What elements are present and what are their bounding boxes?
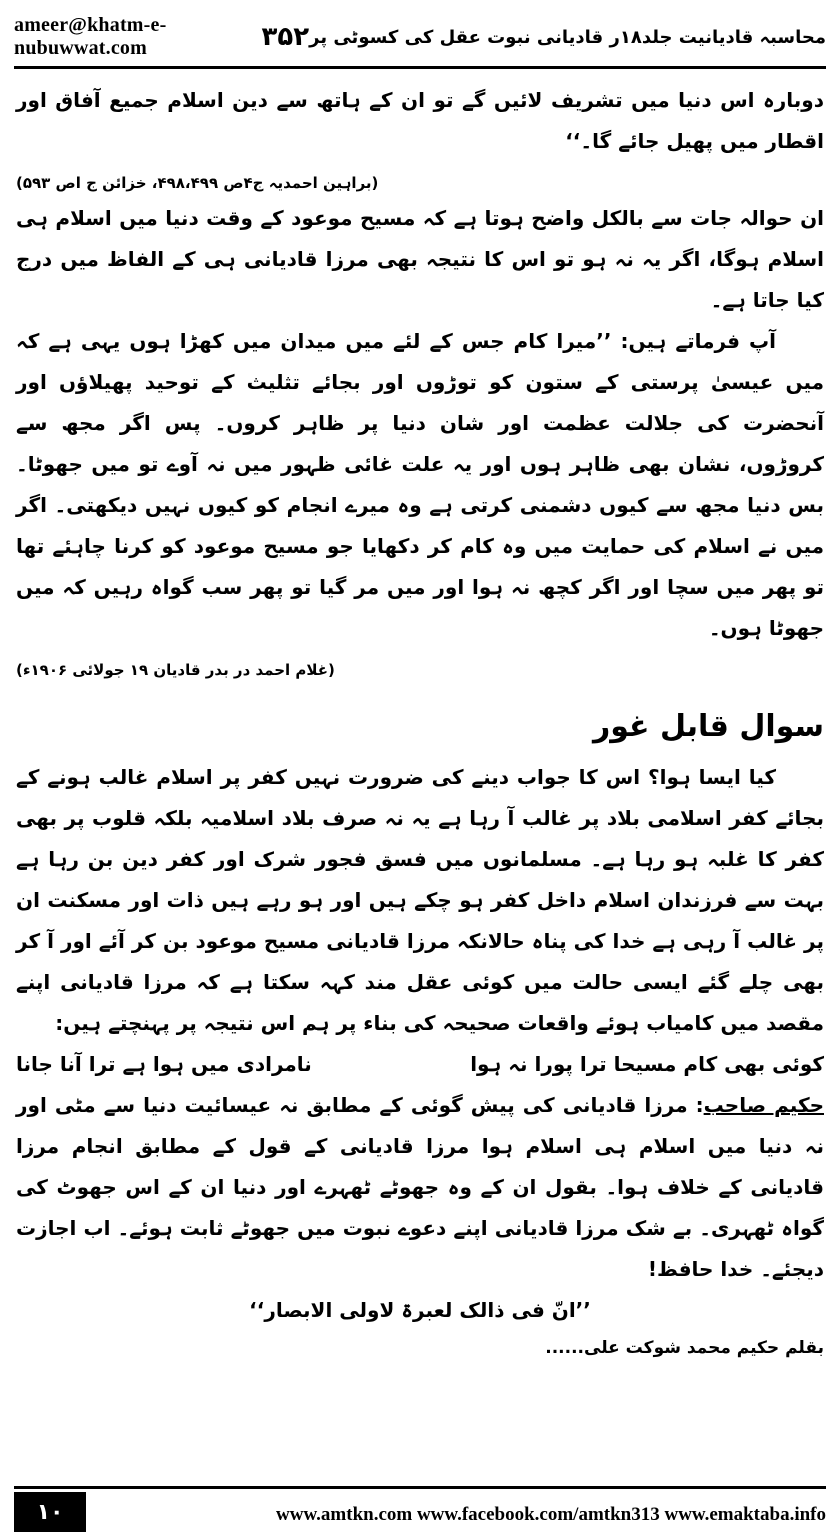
header-divider xyxy=(14,66,826,69)
speaker-label: حکیم صاحب xyxy=(703,1093,824,1117)
header-email: ameer@khatm-e-nubuwwat.com xyxy=(14,14,167,59)
header-title: محاسبہ قادیانیت جلد۱۸ر قادیانی نبوت عقل کی کسوٹی پر xyxy=(309,26,826,48)
poem-first-hemistich: کوئی بھی کام مسیحا ترا پورا نہ ہوا xyxy=(470,1052,824,1076)
page-body xyxy=(16,80,824,1460)
header-page-number: ۳۵۲ xyxy=(261,22,310,52)
reference-2: (غلام احمد در بدر قادیان ۱۹ جولائی ۱۹۰۶ء) xyxy=(16,661,335,679)
poem-second-hemistich: نامرادی میں ہوا ہے ترا آنا جانا xyxy=(16,1052,312,1076)
footer-links: www.amtkn.com www.facebook.com/amtkn313 www.emaktaba.info xyxy=(276,1504,826,1525)
footer-divider xyxy=(14,1486,826,1489)
section-heading: سوال قابل غور xyxy=(592,709,824,744)
author-signature: بقلم حکیم محمد شوکت علی...... xyxy=(545,1338,824,1358)
reference-1: (براہین احمدیہ ج۴ص ۴۹۸،۴۹۹، خزائن ج اص ۵۹۳) xyxy=(16,174,379,192)
poem-couplet xyxy=(16,1044,824,1085)
paragraph-2: ان حوالہ جات سے بالکل واضح ہوتا ہے کہ مسیح موعود کے وقت دنیا میں اسلام ہی اسلام ہوگا، اگر یہ نہ ہو تو اس کا نتیجہ بھی مرزا قادیانی ہی کے الفاظ میں درج کیا جاتا ہے۔ xyxy=(16,206,824,312)
footer-page-number: ۱۰ xyxy=(14,1492,86,1532)
paragraph-5 xyxy=(16,1085,824,1290)
page-header xyxy=(14,14,826,60)
paragraph-4: کیا ایسا ہوا؟ اس کا جواب دینے کی ضرورت نہیں کفر پر اسلام غالب ہونے کے بجائے کفر اسلامی بلاد پر غالب آ رہا ہے یہ نہ صرف بلاد اسلامیہ بلکہ قلوب پر بھی کفر کا غلبہ ہو رہا ہے۔ مسلمانوں میں فسق فجور شرک اور کفر دین بن رہا ہے بہت سے فرزندان اسلام داخل کفر ہو چکے ہیں اور ہو رہے ہیں ذات اور مسکنت ان پر غالب آ رہی ہے خدا کی پناہ حالانکہ مرزا قادیانی مسیح موعود بن کر آئے اور آ کر بھی چلے گئے ایسی حالت میں کوئی عقل مند کہہ سکتا ہے کہ مرزا قادیانی اپنے مقصد میں کامیاب ہوئے واقعات صحیحہ کی بناء پر ہم اس نتیجہ پر پہنچتے ہیں: xyxy=(16,765,824,1035)
paragraph-3: آپ فرماتے ہیں: ’’میرا کام جس کے لئے میں میدان میں کھڑا ہوں یہی ہے کہ میں عیسیٰ پرستی کے ستون کو توڑوں اور بجائے تثلیث کے توحید پھیلاؤں اور آنحضرت کی جلالت عظمت اور شان دنیا پر ظاہر کروں۔ پس اگر مجھ سے کروڑوں، نشان بھی ظاہر ہوں اور یہ علت غائی ظہور میں نہ آوے تو میں جھوٹا۔ بس دنیا مجھ سے کیوں دشمنی کرتی ہے وہ میرے انجام کو کیوں نہیں دیکھتی۔ اگر میں نے اسلام کی حمایت میں وہ کام کر دکھایا جو مسیح موعود کو کرنا چاہئے تھا تو پھر میں سچا اور اگر کچھ نہ ہوا اور میں مر گیا تو پھر سب گواہ رہیں کہ میں جھوٹا ہوں۔ xyxy=(16,329,824,640)
paragraph-1: دوبارہ اس دنیا میں تشریف لائیں گے تو ان کے ہاتھ سے دین اسلام جمیع آفاق اور اقطار میں پھیل جائے گا۔‘‘ xyxy=(16,88,824,153)
paragraph-5-text: : مرزا قادیانی کی پیش گوئی کے مطابق نہ عیسائیت دنیا سے مٹی اور نہ دنیا میں اسلام ہی اسلام ہوا مرزا قادیانی کے قول کے مطابق انجام مرزا قادیانی کے خلاف ہوا۔ بقول ان کے وہ جھوٹے ٹھہرے اور دنیا ان کے اس جھوٹ کی گواہ ٹھہری۔ بے شک مرزا قادیانی اپنے دعوے نبوت میں جھوٹے ثابت ہوئے۔ اب اجازت دیجئے۔ خدا حافظ! xyxy=(16,1093,824,1281)
quran-verse: ’’انّ فی ذالک لعبرۃ لاولی الابصار‘‘ xyxy=(249,1298,591,1322)
